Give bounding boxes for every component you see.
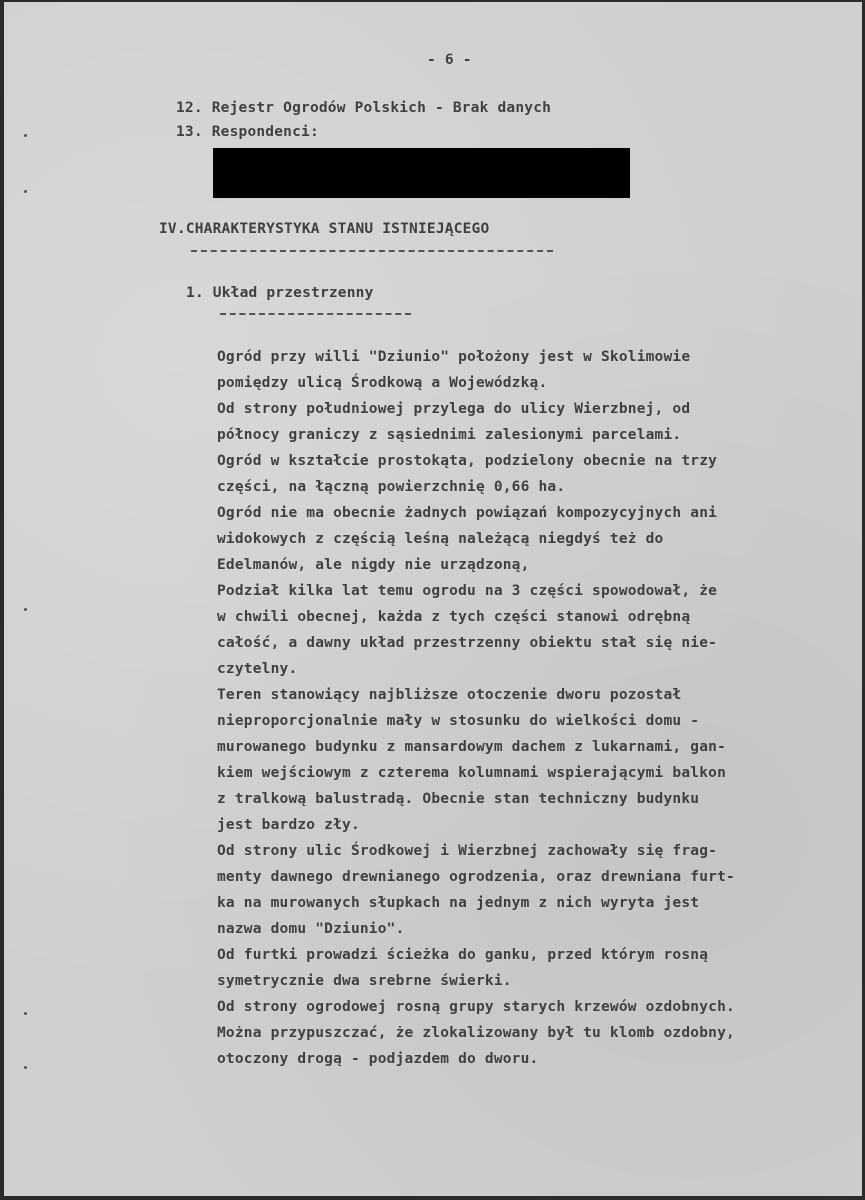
body-line: Ogród nie ma obecnie żadnych powiązań kompozycyjnych ani (217, 505, 718, 521)
margin-mark (24, 190, 27, 193)
margin-mark (24, 1012, 27, 1015)
body-line: Teren stanowiący najbliższe otoczenie dworu pozostał (217, 687, 682, 703)
body-line: Ogród przy willi "Dziunio" położony jest w Skolimowie (217, 349, 691, 365)
document-page (4, 2, 862, 1196)
body-line: menty dawnego drewnianego ogrodzenia, oraz drewniana furt- (217, 869, 735, 885)
body-line: Można przypuszczać, że zlokalizowany był tu klomb ozdobny, (217, 1025, 735, 1041)
body-line: Edelmanów, ale nigdy nie urządzoną, (217, 557, 530, 573)
body-line: Ogród w kształcie prostokąta, podzielony obecnie na trzy (217, 453, 718, 469)
item-12: 12. Rejestr Ogrodów Polskich - Brak danych (176, 100, 552, 116)
body-line: murowanego budynku z mansardowym dachem z lukarnami, gan- (217, 739, 726, 755)
body-text (217, 344, 837, 1072)
page-number: - 6 - (427, 52, 472, 68)
margin-mark (24, 134, 27, 137)
body-line: Podział kilka lat temu ogrodu na 3 części spowodował, że (217, 583, 718, 599)
body-line: Od strony ulic Środkowej i Wierzbnej zachowały się frag- (217, 843, 718, 859)
body-line: pomiędzy ulicą Środkową a Wojewódzką. (217, 375, 548, 391)
margin-mark (24, 608, 27, 611)
body-line: czytelny. (217, 661, 298, 677)
item-13: 13. Respondenci: (176, 124, 319, 140)
margin-mark (24, 1066, 27, 1069)
body-line: otoczony drogą - podjazdem do dworu. (217, 1051, 539, 1067)
subsection-heading-underline (220, 313, 411, 315)
body-line: nieproporcjonalnie mały w stosunku do wielkości domu - (217, 713, 700, 729)
subsection-heading: 1. Układ przestrzenny (186, 285, 374, 301)
body-line: jest bardzo zły. (217, 817, 360, 833)
body-line: Od furtki prowadzi ścieżka do ganku, przed którym rosną (217, 947, 709, 963)
redaction-bar (213, 148, 630, 198)
body-line: Od strony ogrodowej rosną grupy starych krzewów ozdobnych. (217, 999, 735, 1015)
body-line: z tralkową balustradą. Obecnie stan techniczny budynku (217, 791, 700, 807)
body-line: ka na murowanych słupkach na jednym z nich wyryta jest (217, 895, 700, 911)
body-line: widokowych z częścią leśną należącą niegdyś też do (217, 531, 664, 547)
body-line: nazwa domu "Dziunio". (217, 921, 405, 937)
body-line: całość, a dawny układ przestrzenny obiektu stał się nie- (217, 635, 718, 651)
body-line: symetrycznie dwa srebrne świerki. (217, 973, 512, 989)
body-line: w chwili obecnej, każda z tych części stanowi odrębną (217, 609, 691, 625)
body-line: Od strony południowej przylega do ulicy Wierzbnej, od (217, 401, 691, 417)
body-line: kiem wejściowym z czterema kolumnami wspierającymi balkon (217, 765, 726, 781)
body-line: części, na łączną powierzchnię 0,66 ha. (217, 479, 566, 495)
section-heading-underline (191, 250, 553, 252)
section-heading: IV.CHARAKTERYSTYKA STANU ISTNIEJĄCEGO (159, 221, 490, 237)
body-line: północy graniczy z sąsiednimi zalesionymi parcelami. (217, 427, 682, 443)
